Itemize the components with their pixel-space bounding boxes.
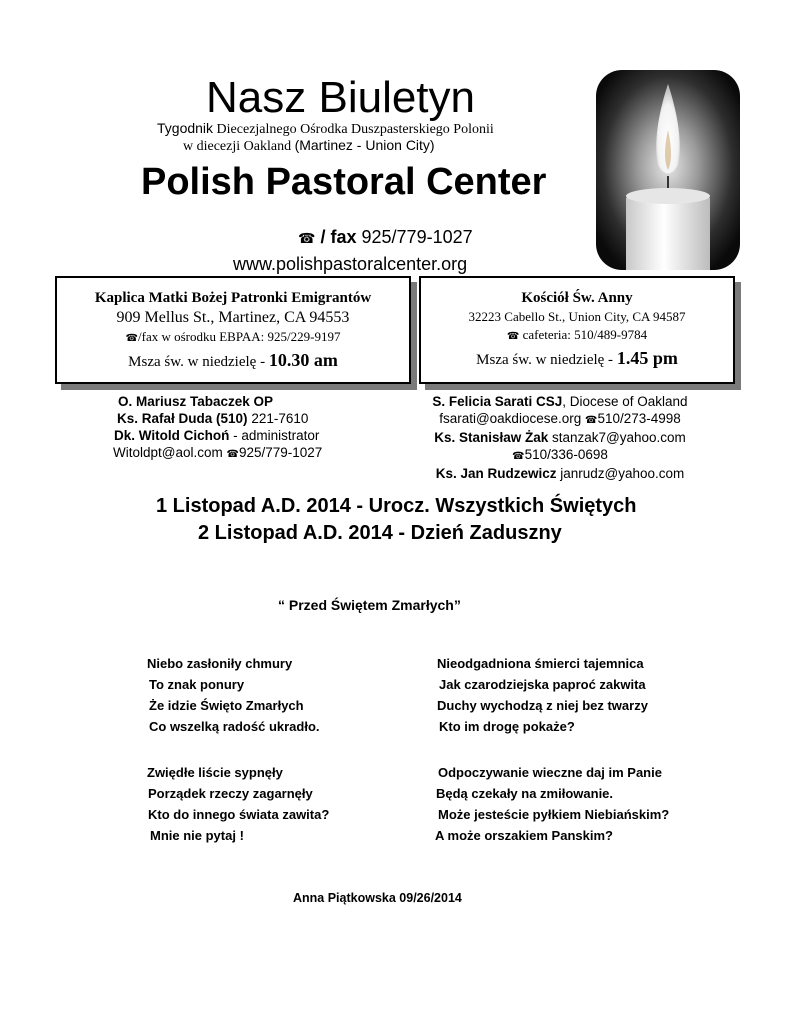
clergy-phone: 510/273-4998 bbox=[597, 411, 681, 426]
center-phone bbox=[298, 226, 473, 249]
poem-line: Zwiędłe liście sypnęły bbox=[147, 765, 283, 780]
chapel-address: 909 Mellus St., Martinez, CA 94553 bbox=[116, 309, 350, 326]
church-info-box bbox=[419, 276, 735, 384]
clergy-email[interactable]: Witoldpt@aol.com bbox=[113, 445, 223, 460]
phone-icon: ☎ bbox=[506, 331, 520, 342]
clergy-name: O. Mariusz Tabaczek OP bbox=[118, 394, 274, 409]
phone-icon: ☎ bbox=[226, 449, 239, 460]
poem-line: Kto do innego świata zawita? bbox=[148, 807, 330, 822]
poem-stanza-1-right bbox=[437, 653, 648, 737]
feast-line-2: 2 Listopad A.D. 2014 - Dzień Zaduszny bbox=[198, 522, 562, 544]
clergy-name: S. Felicia Sarati CSJ bbox=[432, 394, 563, 409]
website-link[interactable]: www.polishpastoralcenter.org bbox=[233, 254, 468, 274]
church-mass bbox=[421, 346, 733, 372]
chapel-phone bbox=[57, 328, 409, 348]
chapel-name: Kaplica Matki Bożej Patronki Emigrantów bbox=[94, 290, 372, 306]
church-name: Kościół Św. Anny bbox=[521, 290, 633, 306]
clergy-name: Ks. Rafał Duda (510) bbox=[117, 411, 248, 426]
phone-icon: ☎ bbox=[298, 230, 316, 246]
bulletin-title: Nasz Biuletyn bbox=[206, 73, 476, 122]
poem-line: Duchy wychodzą z niej bez twarzy bbox=[437, 698, 648, 713]
phone-icon: ☎ bbox=[585, 415, 598, 426]
poem-line: Co wszelką radość ukradło. bbox=[149, 719, 320, 734]
clergy-phone: 510/336-0698 bbox=[524, 447, 608, 462]
poem-line: Kto im drogę pokaże? bbox=[439, 719, 575, 734]
subtitle-text: Diecezjalnego Ośrodka Duszpasterskiego Polonii bbox=[216, 122, 494, 137]
clergy-phone: 221-7610 bbox=[251, 411, 309, 426]
poem-line: Mnie nie pytaj ! bbox=[150, 828, 244, 843]
phone-number: 925/779-1027 bbox=[361, 227, 473, 247]
poem-line: Porządek rzeczy zagarnęły bbox=[148, 786, 313, 801]
clergy-name: Ks. Jan Rudzewicz bbox=[435, 466, 557, 481]
clergy-name: Dk. Witold Cichoń bbox=[114, 428, 230, 443]
clergy-email[interactable]: stanzak7@yahoo.com bbox=[552, 430, 686, 445]
subtitle-line-1 bbox=[157, 120, 494, 138]
church-mass-time: 1.45 pm bbox=[616, 348, 678, 368]
poem-line: To znak ponury bbox=[149, 677, 245, 692]
poem-line: Że idzie Święto Zmarłych bbox=[149, 698, 304, 713]
center-name: Polish Pastoral Center bbox=[141, 161, 547, 203]
poem-author: Anna Piątkowska 09/26/2014 bbox=[293, 891, 462, 905]
clergy-email[interactable]: fsarati@oakdiocese.org bbox=[439, 411, 582, 426]
clergy-right-list bbox=[425, 393, 695, 482]
clergy-phone: 925/779-1027 bbox=[238, 445, 323, 460]
chapel-mass-label: Msza św. w niedzielę - bbox=[128, 354, 266, 370]
phone-label: / fax bbox=[320, 227, 357, 247]
phone-icon: ☎ bbox=[125, 333, 138, 344]
clergy-left-list bbox=[113, 393, 322, 463]
candle-icon bbox=[596, 70, 740, 270]
poem-line: Może jesteście pyłkiem Niebiańskim? bbox=[438, 807, 670, 822]
poem-title: “ Przed Świętem Zmarłych” bbox=[278, 597, 461, 613]
clergy-email[interactable]: janrudz@yahoo.com bbox=[560, 466, 685, 481]
clergy-name: Ks. Stanisław Żak bbox=[434, 430, 549, 445]
subtitle-line-2 bbox=[183, 137, 435, 155]
candle-image bbox=[596, 70, 740, 270]
feast-line-1: 1 Listopad A.D. 2014 - Urocz. Wszystkich Świętych bbox=[156, 495, 637, 517]
subtitle-location: (Martinez - Union City) bbox=[294, 137, 435, 153]
clergy-role: , Diocese of Oakland bbox=[562, 394, 688, 409]
phone-icon: ☎ bbox=[512, 451, 525, 462]
poem-line: Jak czarodziejska paproć zakwita bbox=[439, 677, 646, 692]
chapel-mass bbox=[57, 348, 409, 374]
poem-stanza-2-left bbox=[146, 762, 329, 846]
clergy-role: - administrator bbox=[233, 428, 320, 443]
poem-line: Niebo zasłoniły chmury bbox=[147, 656, 293, 671]
poem-line: A może orszakiem Panskim? bbox=[435, 828, 613, 843]
church-mass-label: Msza św. w niedzielę - bbox=[476, 352, 614, 368]
poem-line: Będą czekały na zmiłowanie. bbox=[436, 786, 614, 801]
church-phone bbox=[421, 326, 733, 346]
chapel-info-box bbox=[55, 276, 411, 384]
poem-stanza-1-left bbox=[146, 653, 320, 737]
church-address: 32223 Cabello St., Union City, CA 94587 bbox=[468, 309, 686, 324]
poem-line: Odpoczywanie wieczne daj im Panie bbox=[438, 765, 662, 780]
church-phone-text: cafeteria: 510/489-9784 bbox=[522, 327, 648, 342]
subtitle-diocese: w diecezji Oakland bbox=[183, 139, 292, 154]
poem-line: Nieodgadniona śmierci tajemnica bbox=[437, 656, 644, 671]
chapel-phone-text: /fax w ośrodku EBPAA: 925/229-9197 bbox=[138, 329, 341, 344]
chapel-mass-time: 10.30 am bbox=[268, 350, 338, 370]
subtitle-prefix: Tygodnik bbox=[157, 120, 214, 136]
poem-stanza-2-right bbox=[436, 762, 669, 846]
